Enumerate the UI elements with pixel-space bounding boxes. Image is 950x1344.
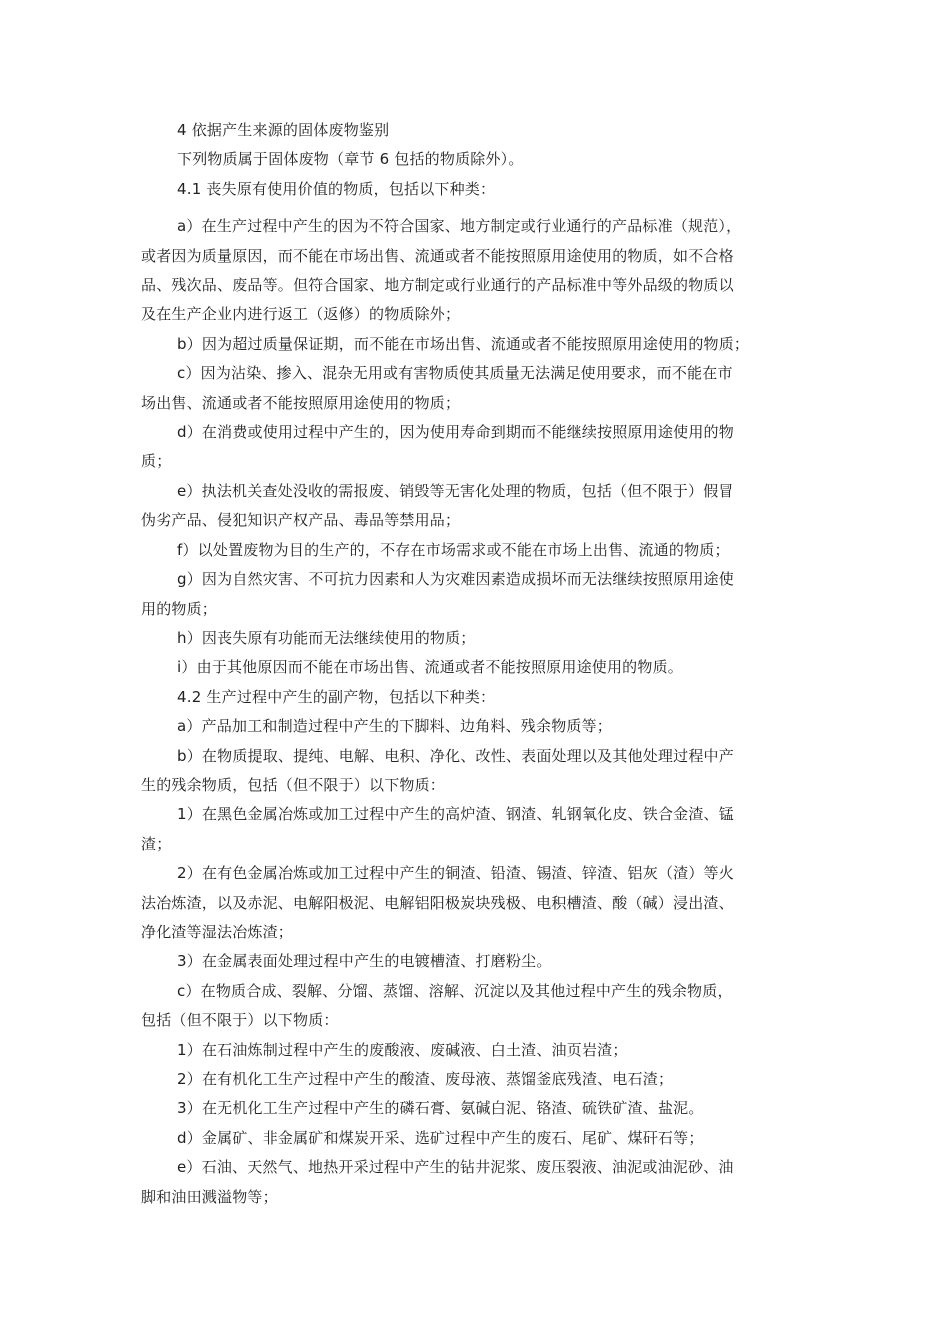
text-line: 2）在有机化工生产过程中产生的酸渣、废母液、蒸馏釜底残渣、电石渣；: [177, 1070, 674, 1088]
text-line: a）产品加工和制造过程中产生的下脚料、边角料、残余物质等；: [177, 717, 612, 736]
text-line: 生的残余物质，包括（但不限于）以下物质：: [141, 775, 446, 794]
text-line: f）以处置废物为目的生产的，不存在市场需求或不能在市场上出售、流通的物质；: [177, 540, 730, 559]
text-line: 2）在有色金属冶炼或加工过程中产生的铜渣、铅渣、锡渣、锌渣、铝灰（渣）等火: [177, 864, 734, 883]
text-line: 及在生产企业内进行返工（返修）的物质除外；: [141, 305, 461, 324]
text-line: c）因为沾染、掺入、混杂无用或有害物质使其质量无法满足使用要求，而不能在市: [177, 364, 733, 383]
text-line: 脚和油田溅溢物等；: [141, 1187, 278, 1206]
text-line: g）因为自然灾害、不可抗力因素和人为灾难因素造成损坏而无法继续按照原用途使: [177, 570, 734, 589]
text-line: 3）在金属表面处理过程中产生的电镀槽渣、打磨粉尘。: [177, 952, 552, 971]
text-line: 伪劣产品、侵犯知识产权产品、毒品等禁用品；: [141, 511, 461, 530]
text-line: 1）在黑色金属冶炼或加工过程中产生的高炉渣、钢渣、轧钢氧化皮、铁合金渣、锰: [177, 805, 734, 824]
text-line: a）在生产过程中产生的因为不符合国家、地方制定或行业通行的产品标准（规范），: [177, 217, 742, 236]
text-line: d）在消费或使用过程中产生的，因为使用寿命到期而不能继续按照原用途使用的物: [177, 423, 734, 442]
text-line: 下列物质属于固体废物（章节 6 包括的物质除外）。: [177, 150, 524, 169]
text-line: 4.2 生产过程中产生的副产物，包括以下种类：: [177, 687, 496, 706]
text-line: 品、残次品、废品等。但符合国家、地方制定或行业通行的产品标准中等外品级的物质以: [141, 276, 734, 295]
text-line: 包括（但不限于）以下物质：: [141, 1011, 339, 1030]
text-line: 4.1 丧失原有使用价值的物质，包括以下种类：: [177, 179, 496, 198]
text-line: 质；: [141, 452, 172, 471]
text-line: 场出售、流通或者不能按照原用途使用的物质；: [141, 393, 461, 412]
text-line: 3）在无机化工生产过程中产生的磷石膏、氨碱白泥、铬渣、硫铁矿渣、盐泥。: [177, 1099, 704, 1118]
text-line: 净化渣等湿法冶炼渣；: [141, 922, 294, 941]
text-line: 4 依据产生来源的固体废物鉴别: [177, 121, 390, 139]
document-body: [141, 116, 821, 1212]
text-line: 渣；: [141, 834, 172, 853]
text-line: h）因丧失原有功能而无法继续使用的物质；: [177, 628, 476, 647]
text-line: i）由于其他原因而不能在市场出售、流通或者不能按照原用途使用的物质。: [177, 658, 683, 677]
text-line: 或者因为质量原因，而不能在市场出售、流通或者不能按照原用途使用的物质，如不合格: [141, 246, 734, 265]
text-line: b）因为超过质量保证期，而不能在市场出售、流通或者不能按照原用途使用的物质；: [177, 334, 750, 353]
text-line: 用的物质；: [141, 599, 218, 618]
text-line: c）在物质合成、裂解、分馏、蒸馏、溶解、沉淀以及其他过程中产生的残余物质，: [177, 981, 733, 1000]
text-line: e）执法机关查处没收的需报废、销毁等无害化处理的物质，包括（但不限于）假冒: [177, 481, 734, 500]
text-line: e）石油、天然气、地热开采过程中产生的钻井泥浆、废压裂液、油泥或油泥砂、油: [177, 1158, 734, 1177]
text-line: 法冶炼渣，以及赤泥、电解阳极泥、电解铝阳极炭块残极、电积槽渣、酸（碱）浸出渣、: [141, 893, 734, 912]
text-line: b）在物质提取、提纯、电解、电积、净化、改性、表面处理以及其他处理过程中产: [177, 746, 734, 765]
text-line: d）金属矿、非金属矿和煤炭开采、选矿过程中产生的废石、尾矿、煤矸石等；: [177, 1128, 704, 1147]
text-line: 1）在石油炼制过程中产生的废酸液、废碱液、白土渣、油页岩渣；: [177, 1040, 628, 1059]
